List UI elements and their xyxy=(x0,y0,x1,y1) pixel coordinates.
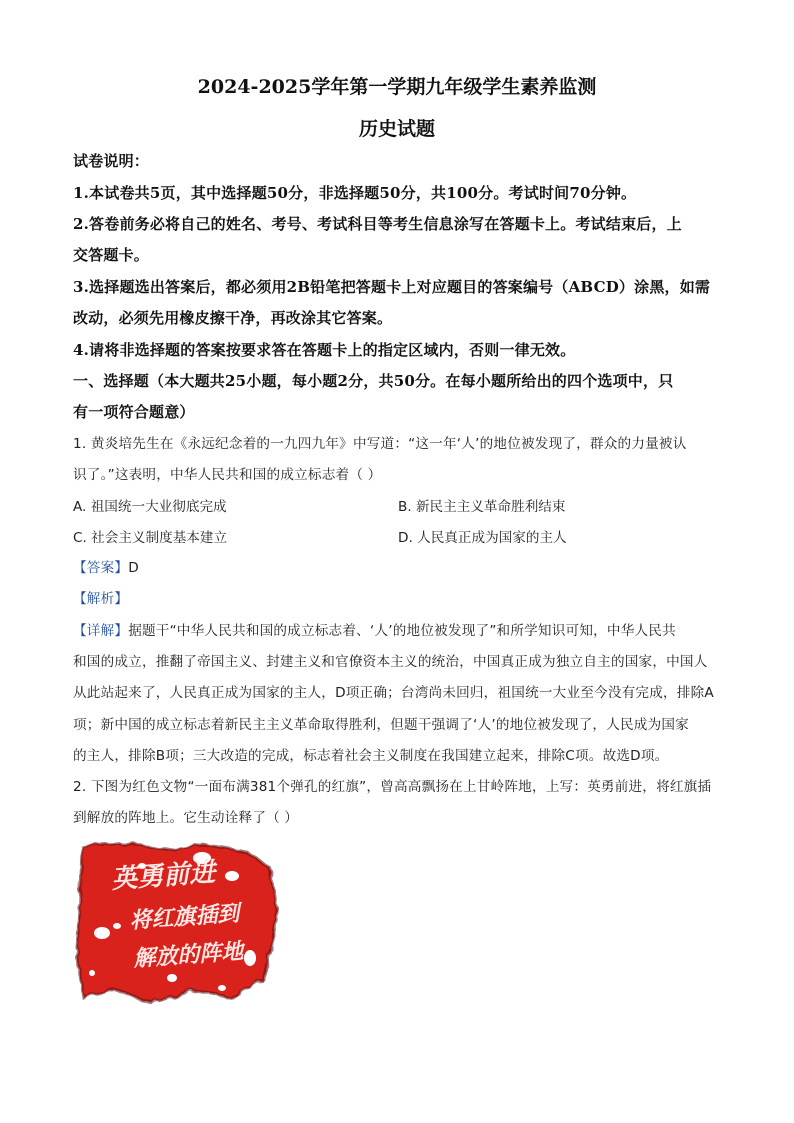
q2-stem: 2. 下图为红色文物“一面布满381个弹孔的红旗”，曾高高飘扬在上甘岭阵地，上写：英勇前进，将红旗插 xyxy=(73,779,712,795)
q1-stem: 1. 黄炎培先生在《永远纪念着的一九四九年》中写道：“这一年‘人’的地位被发现了，群众的力量被认 xyxy=(73,436,687,452)
q1-option-a: A. 祖国统一大业彻底完成 xyxy=(73,499,227,515)
flag-text-line-2: 将红旗插到 xyxy=(128,901,241,934)
instruction-2-cont: 交答题卡。 xyxy=(73,246,150,264)
detail-text: 据题干“中华人民共和国的成立标志着、‘人’的地位被发现了”和所学知识可知，中华人民共 xyxy=(128,623,676,639)
q2-stem-cont: 到解放的阵地上。它生动诠释了（ ） xyxy=(73,810,299,826)
exam-title: 2024-2025学年第一学期九年级学生素养监测 xyxy=(197,76,597,98)
detail-tag: 【详解】 xyxy=(73,623,129,639)
q1-stem-cont: 识了。”这表明，中华人民共和国的成立标志着（ ） xyxy=(73,467,382,483)
q1-answer xyxy=(73,556,733,576)
q1-option-c: C. 社会主义制度基本建立 xyxy=(73,530,228,546)
q1-detail-5: 的主人，排除B项；三大改造的完成，标志着社会主义制度在我国建立起来，排除C项。故选D项。 xyxy=(73,748,669,764)
instruction-3-cont: 改动，必须先用橡皮擦干净，再改涂其它答案。 xyxy=(73,309,393,327)
q1-detail-3: 从此站起来了，人民真正成为国家的主人，D项正确；台湾尚未回归，祖国统一大业至今没有完成，排除A xyxy=(73,685,714,701)
exam-subject: 历史试题 xyxy=(358,118,435,140)
instruction-1: 1.本试卷共5页，其中选择题50分，非选择题50分，共100分。考试时间70分钟。 xyxy=(73,184,637,202)
analysis-tag: 【解析】 xyxy=(73,591,129,607)
q1-detail-4: 项；新中国的成立标志着新民主主义革命取得胜利，但题干强调了‘人’的地位被发现了，人民成为国家 xyxy=(73,717,689,733)
instruction-4: 4.请将非选择题的答案按要求答在答题卡上的指定区域内，否则一律无效。 xyxy=(73,341,576,359)
q1-detail-1 xyxy=(73,619,733,639)
instruction-2: 2.答卷前务必将自己的姓名、考号、考试科目等考生信息涂写在答题卡上。考试结束后，上 xyxy=(73,215,682,233)
section-heading: 一、选择题（本大题共25小题，每小题2分，共50分。在每小题所给出的四个选项中，只 xyxy=(73,372,674,390)
answer-value: D xyxy=(128,560,139,576)
q1-analysis-tag xyxy=(73,587,733,607)
red-flag-image xyxy=(72,838,282,1008)
q1-option-d: D. 人民真正成为国家的主人 xyxy=(398,530,567,546)
instruction-3: 3.选择题选出答案后，都必须用2B铅笔把答题卡上对应题目的答案编号（ABCD）涂黑，如需 xyxy=(73,278,711,296)
flag-text-line-3: 解放的阵地 xyxy=(132,939,245,972)
q1-option-b: B. 新民主主义革命胜利结束 xyxy=(398,499,566,515)
q1-detail-2: 和国的成立，推翻了帝国主义、封建主义和官僚资本主义的统治，中国真正成为独立自主的国家，中国人 xyxy=(73,654,708,670)
instructions-heading: 试卷说明： xyxy=(73,152,150,170)
answer-tag: 【答案】 xyxy=(73,560,129,576)
section-heading-cont: 有一项符合题意） xyxy=(73,403,195,421)
flag-text-line-1: 英勇前进 xyxy=(110,857,217,895)
